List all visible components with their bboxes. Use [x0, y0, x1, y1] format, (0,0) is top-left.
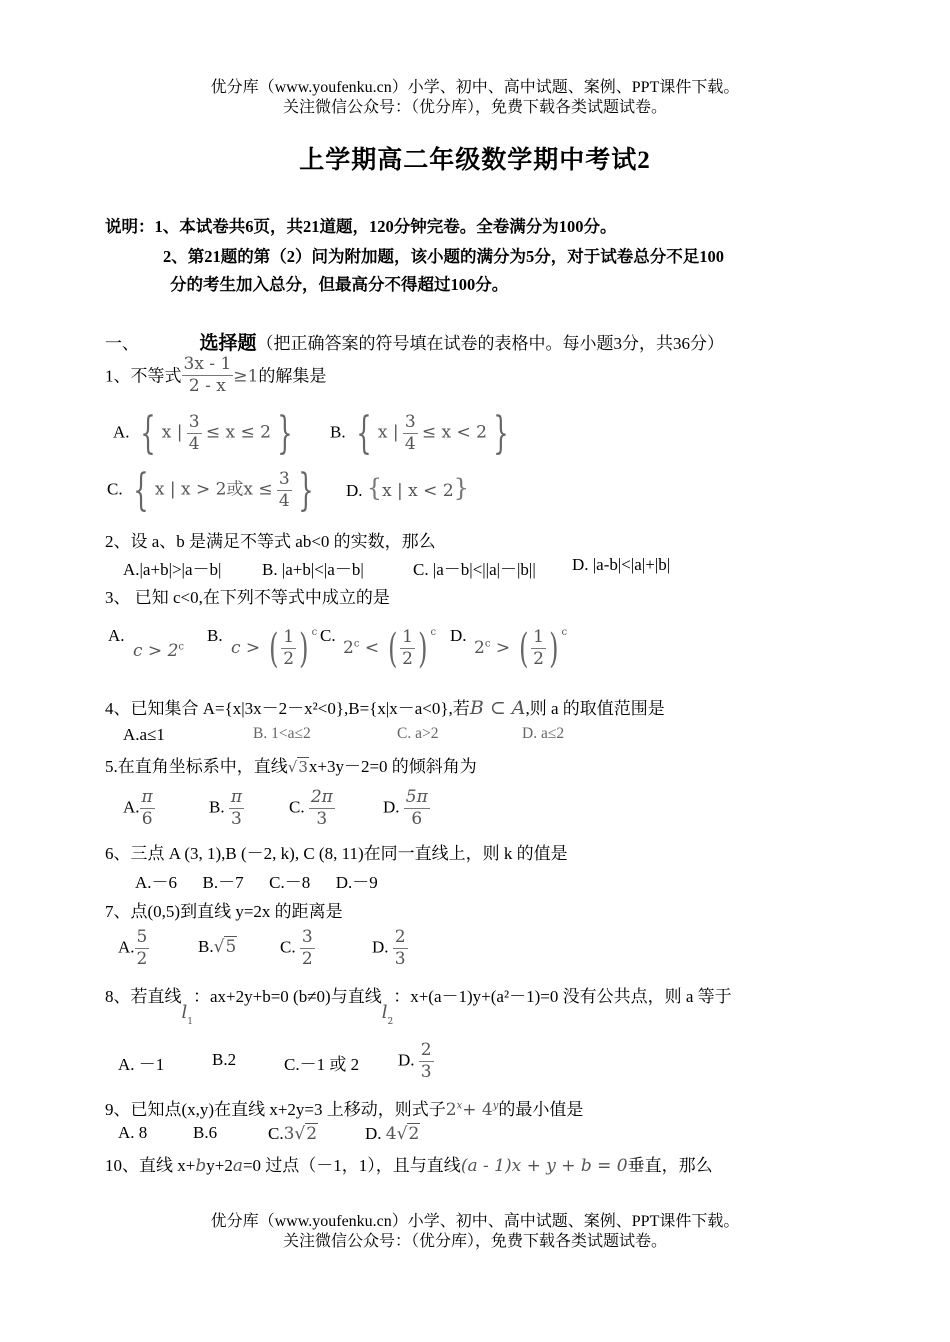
q3-d-exp: c [484, 638, 491, 650]
q9-base2: + 4 [462, 1100, 493, 1120]
q8-option-a: A. －1 [118, 1055, 165, 1074]
page-title: 上学期高二年级数学期中考试2 [299, 147, 651, 174]
left-paren-icon: ( [387, 625, 397, 672]
q5-d-fraction [404, 787, 430, 830]
q5-option-c [289, 787, 335, 830]
question-1 [105, 356, 326, 399]
q1-option-a [113, 407, 299, 459]
q6-options: A.－6 B.－7 C.－8 D.－9 [135, 873, 378, 892]
q5-d-den: 6 [411, 809, 423, 829]
q9-option-d: D. 4√2 [365, 1124, 420, 1144]
q10-mid: y+2 [206, 1156, 233, 1175]
q7-option-c [280, 927, 315, 970]
q5-d-label: D. [383, 797, 400, 817]
q4-subset: B ⊂ A [469, 697, 526, 719]
q5-option-a [123, 787, 155, 830]
q7-b-label: B. [198, 937, 214, 956]
q8-pre: 8、若直线 [105, 987, 182, 1006]
q3-a-exp: c [178, 641, 184, 653]
q3-b-fraction [281, 627, 296, 670]
q10-pre: 10、直线 x+ [105, 1156, 196, 1175]
left-paren-icon: ( [518, 625, 528, 672]
section-number: 一、 [105, 334, 139, 353]
q1-d-label: D. [346, 481, 363, 500]
q7-d-den: 3 [394, 949, 406, 969]
q1-suffix: 的解集是 [258, 366, 327, 386]
q9-pre: 9、已知点(x,y)在直线 x+2y=3 上移动，则式子 [105, 1100, 446, 1119]
q1-a-fraction [187, 412, 202, 455]
q9-c-coef: 3 [283, 1124, 295, 1144]
q7-c-den: 2 [301, 949, 313, 969]
q1-denominator: 2 - x [188, 376, 226, 396]
question-8 [105, 982, 732, 1027]
q1-c-fraction [277, 469, 292, 512]
q5-b-label: B. [209, 797, 225, 817]
footer-line-1: 优分库（www.youfenku.cn）小学、初中、高中试题、案例、PPT课件下载。 [210, 1213, 740, 1230]
q3-option-b [231, 627, 317, 670]
q3-b-pre: c > [231, 638, 261, 658]
q3-c-fraction [400, 627, 415, 670]
note-3: 分的考生加入总分，但最高分不得超过100分。 [170, 275, 509, 294]
q9-option-b: B.6 [193, 1123, 218, 1142]
q10-post: 垂直，那么 [627, 1156, 713, 1175]
q9-post: 的最小值是 [498, 1100, 584, 1119]
header-line-2: 关注微信公众号：（优分库），免费下载各类试题试卷。 [282, 99, 667, 116]
q1-option-d [346, 474, 469, 502]
q10-a: a [232, 1156, 243, 1176]
q9-d-root: 2 [408, 1124, 420, 1144]
q7-a-fraction [135, 927, 150, 970]
note-2: 2、第21题的第（2）问为附加题，该小题的满分为5分，对于试卷总分不足100 [163, 247, 724, 266]
q1-c-label: C. [107, 479, 123, 499]
q1-a-text2: ≤ x ≤ 2 [205, 422, 271, 443]
q5-c-label: C. [289, 797, 305, 817]
q2-option-d: D. |a-b|<|a|+|b| [572, 555, 671, 574]
q5-option-b [209, 787, 244, 830]
q5-c-fraction [309, 787, 335, 830]
q1-a-den: 4 [188, 434, 200, 454]
q3-b-exp: c [311, 627, 318, 638]
right-paren-icon: ) [549, 625, 559, 672]
question-6: 6、三点 A (3, 1),B (－2, k), C (8, 11)在同一直线上，则 k 的值是 [105, 844, 568, 863]
q7-a-num: 5 [136, 927, 148, 947]
q5-d-num: 5π [405, 787, 428, 807]
q8-post: ：x+(a－1)y+(a²－1)=0 没有公共点，则 a 等于 [393, 987, 732, 1006]
q7-c-num: 3 [301, 927, 313, 947]
section-name: 选择题 [199, 333, 257, 354]
q5-a-fraction [140, 787, 155, 830]
q9-c-root: 2 [306, 1124, 318, 1144]
q1-option-c [107, 464, 320, 516]
q8-l2: l [381, 1002, 388, 1023]
question-3: 3、 已知 c<0,在下列不等式中成立的是 [105, 588, 390, 607]
q4-option-b: B. 1<a≤2 [253, 725, 311, 742]
question-7: 7、点(0,5)到直线 y=2x 的距离是 [105, 902, 343, 921]
q4-option-d: D. a≤2 [522, 725, 565, 742]
q3-d-rel: > [495, 638, 511, 658]
q7-c-fraction [300, 927, 315, 970]
question-4 [105, 694, 665, 719]
q3-option-d-label: D. [450, 626, 467, 645]
section-description: （把正确答案的符号填在试卷的表格中。每小题3分，共36分） [256, 334, 725, 353]
question-9 [105, 1095, 583, 1120]
header-line-1: 优分库（www.youfenku.cn）小学、初中、高中试题、案例、PPT课件下载。 [210, 79, 740, 96]
q9-option-a: A. 8 [118, 1123, 148, 1142]
q8-option-c: C.－1 或 2 [284, 1055, 360, 1074]
q5-b-num: π [230, 787, 243, 807]
q9-base1: 2 [445, 1100, 457, 1120]
q3-c-exp2: c [430, 627, 437, 638]
q2-option-a: A.|a+b|>|a－b| [123, 560, 222, 579]
q7-option-b: B.√5 [198, 937, 237, 957]
q10-b: b [195, 1156, 207, 1176]
q3-d-fraction [531, 627, 546, 670]
q5-b-den: 3 [231, 809, 242, 829]
q5-a-den: 6 [141, 809, 153, 829]
q3-option-c-label: C. [320, 626, 336, 645]
q1-relation: ≥1 [233, 366, 259, 387]
q3-c-den: 2 [402, 649, 413, 669]
right-brace-icon: } [298, 464, 314, 516]
q10-mid2: =0 过点（－1，1），且与直线 [242, 1156, 461, 1175]
q5-text-post: x+3y－2=0 的倾斜角为 [308, 757, 477, 776]
q1-b-num: 3 [404, 412, 416, 432]
footer-line-2: 关注微信公众号：（优分库），免费下载各类试题试卷。 [282, 1233, 667, 1250]
q3-c-exp: c [353, 638, 360, 650]
q9-exp2: y [492, 1100, 499, 1112]
q10-line: (a - 1)x + y + b = 0 [460, 1156, 628, 1176]
q5-text-pre: 5.在直角坐标系中，直线 [105, 757, 288, 776]
right-paren-icon: ) [418, 625, 428, 672]
q7-option-d [372, 927, 408, 970]
q8-l1-sub: 1 [187, 1017, 193, 1027]
q5-c-num: 2π [310, 787, 333, 807]
q8-d-den: 3 [420, 1062, 432, 1082]
q5-c-den: 3 [316, 809, 328, 829]
q8-mid: ：ax+2y+b=0 (b≠0)与直线 [193, 987, 382, 1006]
q3-option-d [474, 627, 567, 670]
q8-l2-sub: 2 [387, 1017, 394, 1027]
q1-b-den: 4 [404, 434, 416, 454]
q7-d-fraction [393, 927, 408, 970]
note-1: 说明：1、本试卷共6页，共21道题，120分钟完卷。全卷满分为100分。 [105, 217, 617, 236]
q5-root: 3 [298, 758, 308, 776]
q3-option-b-label: B. [207, 626, 223, 645]
question-10 [105, 1151, 713, 1176]
q1-numerator: 3x - 1 [183, 354, 232, 374]
q5-a-num: π [141, 787, 153, 807]
q1-a-text1: x | [161, 422, 183, 443]
q1-b-label: B. [330, 422, 346, 442]
q2-option-c: C. |a－b|<||a|－|b|| [413, 560, 536, 579]
q7-a-den: 2 [136, 949, 148, 969]
q8-d-num: 2 [420, 1040, 432, 1060]
q1-a-label: A. [113, 422, 130, 442]
q7-d-label: D. [372, 937, 389, 957]
q5-b-fraction [229, 787, 244, 830]
left-brace-icon: { [356, 407, 372, 459]
q9-option-c: C.3√2 [268, 1124, 318, 1144]
right-brace-icon: } [277, 407, 293, 459]
q7-d-num: 2 [394, 927, 406, 947]
q7-b-root: 5 [225, 937, 237, 957]
q3-d-exp2: c [561, 627, 568, 638]
q4-text-pre: 4、已知集合 A={x|3x－2－x²<0},B={x|x－a<0},若 [105, 699, 470, 718]
q1-b-text1: x | [377, 422, 399, 443]
right-brace-icon: } [493, 407, 509, 459]
q5-a-label: A. [123, 797, 140, 817]
q1-c-num: 3 [278, 469, 290, 489]
q9-d-label: D. [365, 1124, 382, 1143]
q2-option-b: B. |a+b|<|a－b| [262, 560, 364, 579]
section-heading [105, 328, 724, 355]
q1-fraction [182, 354, 234, 397]
q5-option-d [383, 787, 430, 830]
q9-c-label: C. [268, 1124, 284, 1143]
left-brace-icon: { [133, 464, 149, 516]
q8-l1: l [181, 1002, 188, 1023]
q3-a-expr: c > 2 [133, 641, 179, 661]
q8-option-d [398, 1040, 434, 1083]
q1-a-num: 3 [188, 412, 200, 432]
q7-c-label: C. [280, 937, 296, 957]
right-brace-icon: } [453, 474, 469, 502]
q7-option-a [118, 927, 149, 970]
q9-d-coef: 4 [385, 1124, 397, 1144]
q3-option-a [133, 641, 184, 661]
question-5: 5.在直角坐标系中，直线√3x+3y－2=0 的倾斜角为 [105, 757, 477, 776]
left-brace-icon: { [140, 407, 156, 459]
q3-c-rel: < [364, 638, 380, 658]
q8-d-fraction [419, 1040, 434, 1083]
q3-b-num: 1 [283, 627, 295, 647]
q4-text-post: ,则 a 的取值范围是 [525, 699, 665, 718]
q1-c-text1: x | x > 2或x ≤ [154, 479, 273, 500]
q1-c-den: 4 [278, 491, 290, 511]
q3-c-base: 2 [343, 638, 354, 658]
q3-b-den: 2 [283, 649, 295, 669]
q4-option-a: A.a≤1 [123, 725, 165, 744]
q3-c-num: 1 [402, 627, 413, 647]
q8-option-b: B.2 [212, 1050, 237, 1069]
q1-option-b [330, 407, 515, 459]
right-paren-icon: ) [299, 625, 309, 672]
q3-option-c [343, 627, 436, 670]
q4-option-c: C. a>2 [397, 725, 439, 742]
question-2: 2、设 a、b 是满足不等式 ab<0 的实数，那么 [105, 532, 436, 551]
q7-a-label: A. [118, 937, 135, 957]
q1-prefix: 1、不等式 [105, 366, 182, 386]
q3-d-num: 1 [533, 627, 544, 647]
q1-d-text1: x | x < 2 [382, 481, 454, 501]
q3-d-base: 2 [474, 638, 485, 658]
left-brace-icon: { [366, 474, 383, 502]
q8-d-label: D. [398, 1050, 415, 1070]
q1-b-text2: ≤ x < 2 [421, 422, 487, 443]
q3-option-a-label: A. [108, 626, 125, 645]
q3-d-den: 2 [533, 649, 544, 669]
left-paren-icon: ( [268, 625, 279, 672]
q1-b-fraction [403, 412, 418, 455]
q9-exp1: x [456, 1100, 463, 1112]
